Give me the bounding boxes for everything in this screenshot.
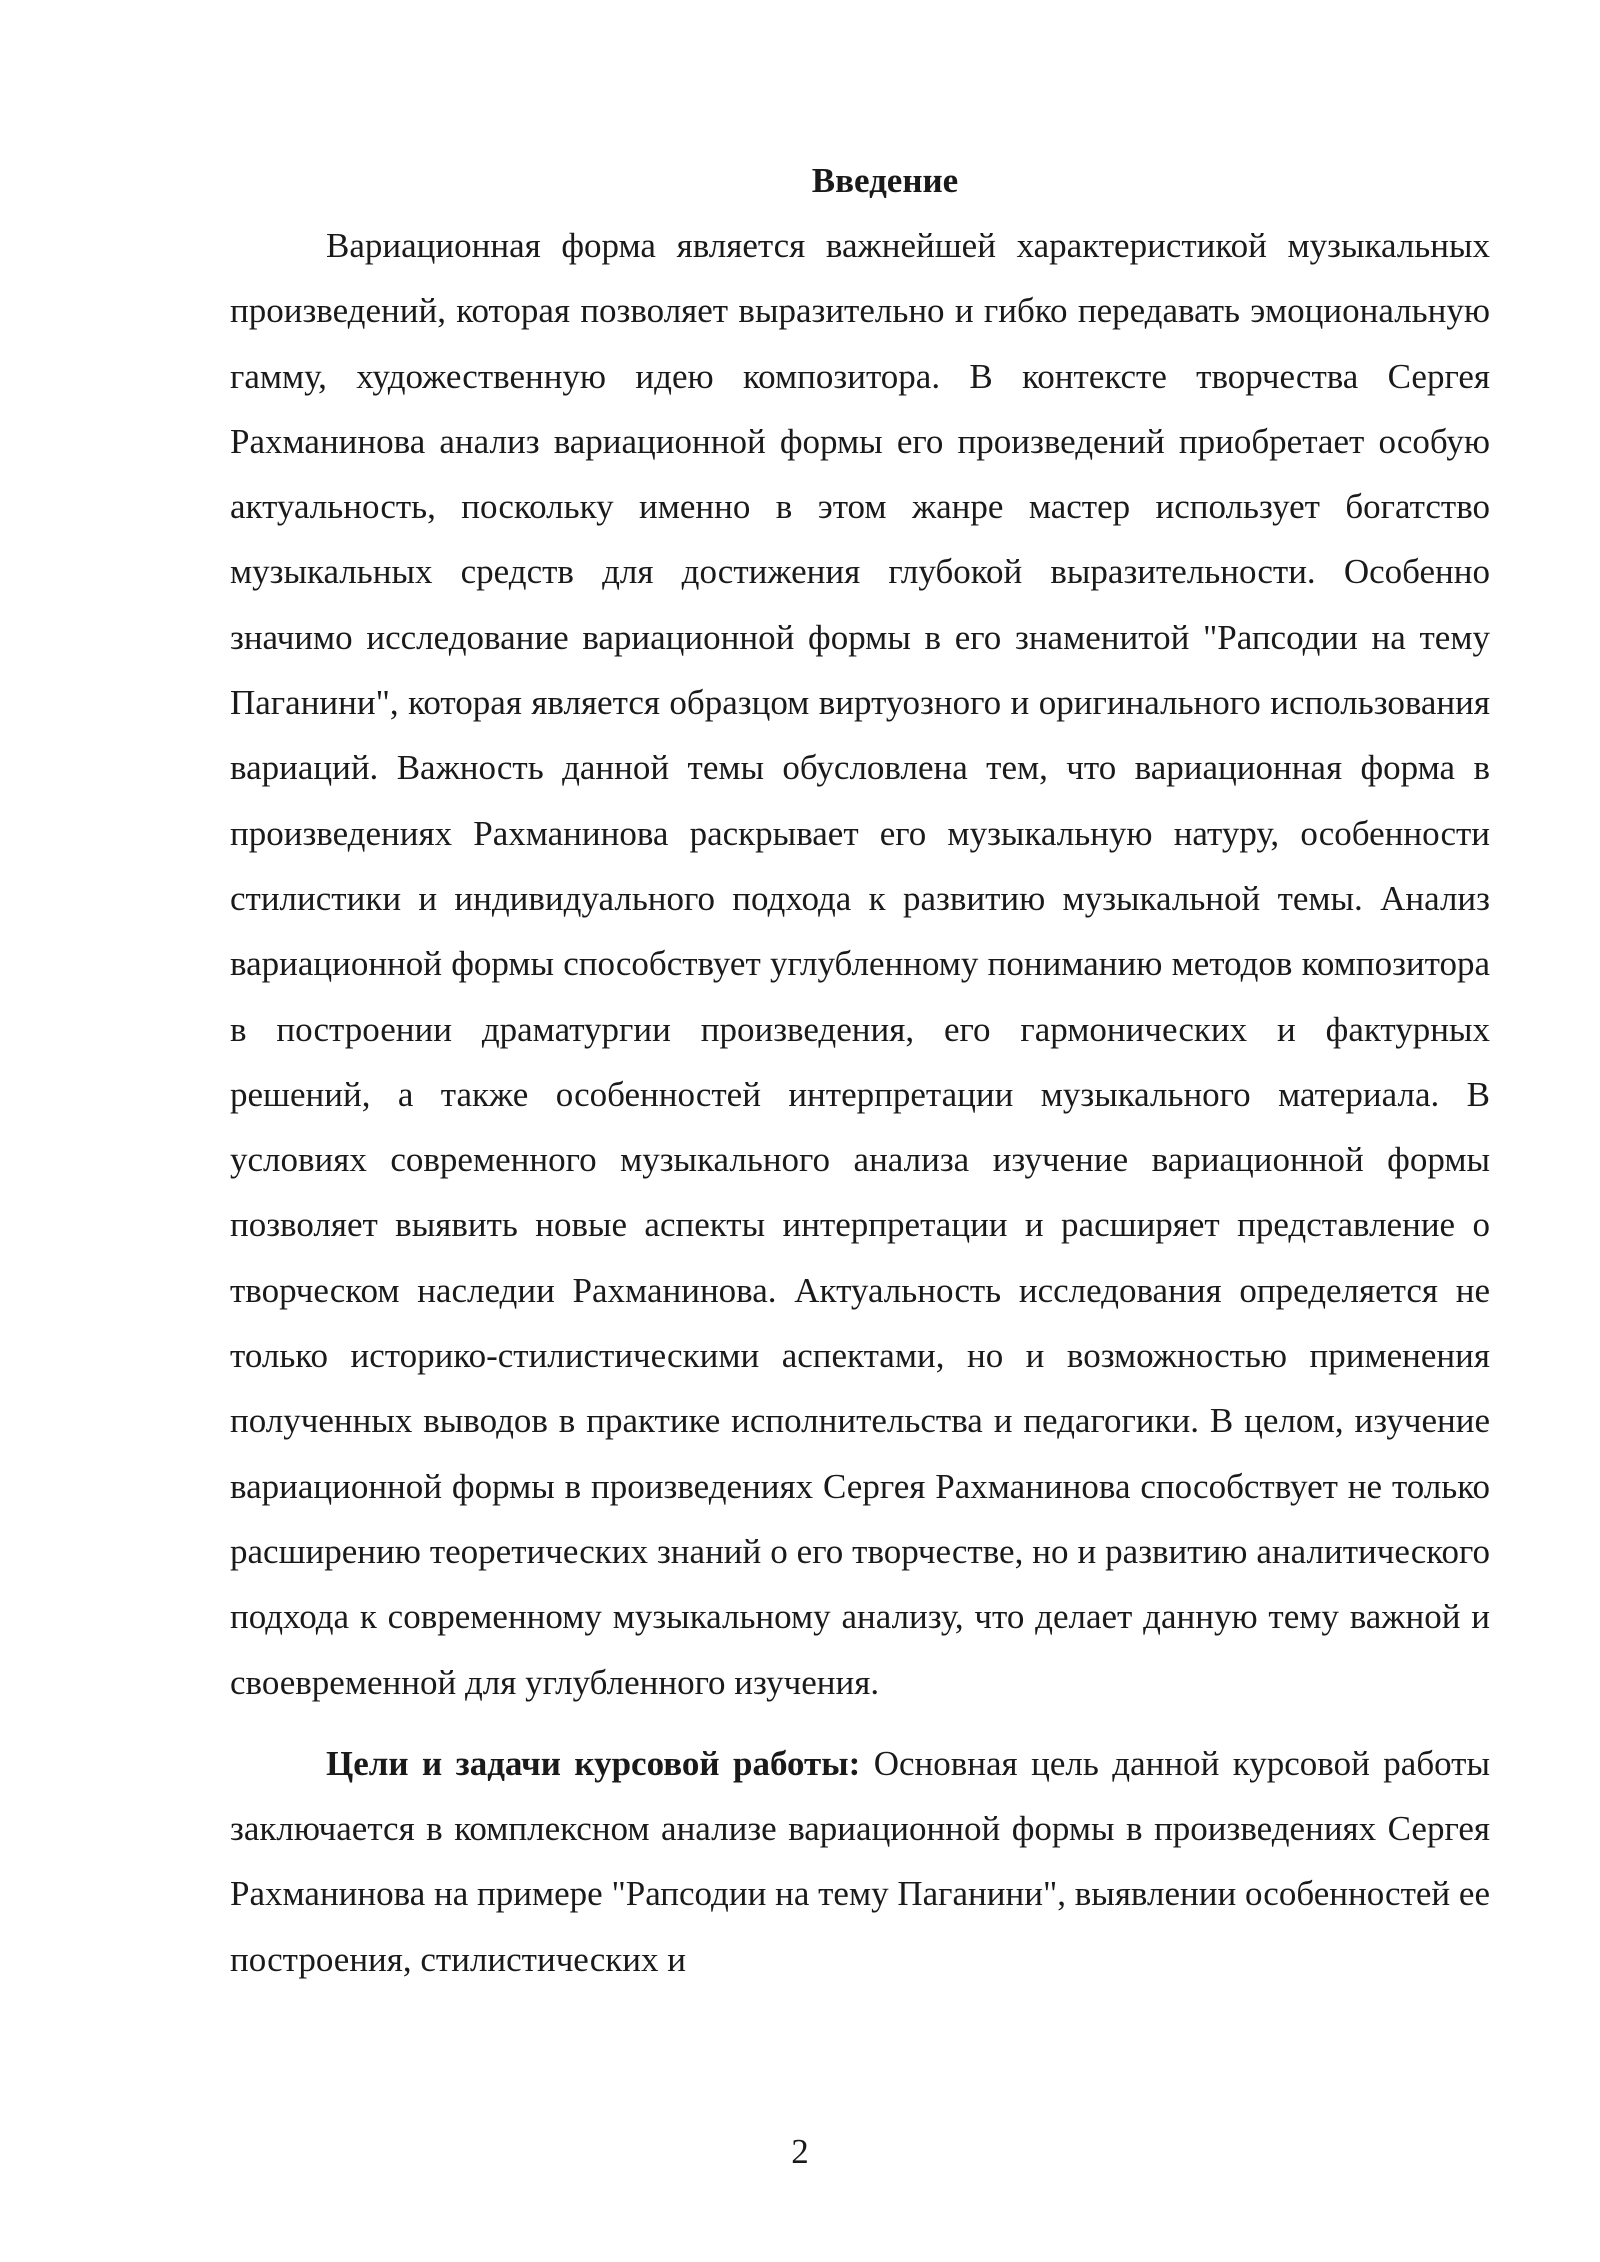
goals-label: Цели и задачи курсовой работы: bbox=[326, 1743, 861, 1783]
section-heading: Введение bbox=[811, 161, 959, 200]
page-content bbox=[230, 148, 1490, 1992]
page-number: 2 bbox=[791, 2132, 809, 2171]
intro-paragraph: Вариационная форма является важнейшей характеристикой музыкальных произведений, которая позволяет выразительно и гибко передавать эмоциональную гамму, художественную идею композитора. В контексте творчества Сергея Рахманинова анализ вариационной формы его произведений приобретает особую актуальность, поскольку именно в этом жанре мастер использует богатство музыкальных средств для достижения глубокой выразительности. Особенно значимо исследование вариационной формы в его знаменитой "Рапсодии на тему Паганини", которая является образцом виртуозного и оригинального использования вариаций. Важность данной темы обусловлена тем, что вариационная форма в произведениях Рахманинова раскрывает его музыкальную натуру, особенности стилистики и индивидуального подхода к развитию музыкальной темы. Анализ вариационной формы способствует углубленному пониманию методов композитора в построении драматургии произведения, его гармонических и фактурных решений, а также особенностей интерпретации музыкального материала. В условиях современного музыкального анализа изучение вариационной формы позволяет выявить новые аспекты интерпретации и расширяет представление о творческом наследии Рахманинова. Актуальность исследования определяется не только историко-стилистическими аспектами, но и возможностью применения полученных выводов в практике исполнительства и педагогики. В целом, изучение вариационной формы в произведениях Сергея Рахманинова способствует не только расширению теоретических знаний о его творчестве, но и развитию аналитического подхода к современному музыкальному анализу, что делает данную тему важной и своевременной для углубленного изучения. bbox=[230, 226, 1490, 1702]
goals-paragraph bbox=[230, 1731, 1490, 1992]
goals-text: Основная цель данной курсовой работы заключается в комплексном анализе вариационной формы в произведениях Сергея Рахманинова на примере "Рапсодии на тему Паганини", выявлении особенностей ее построения, стилистических и bbox=[230, 1743, 1490, 1979]
